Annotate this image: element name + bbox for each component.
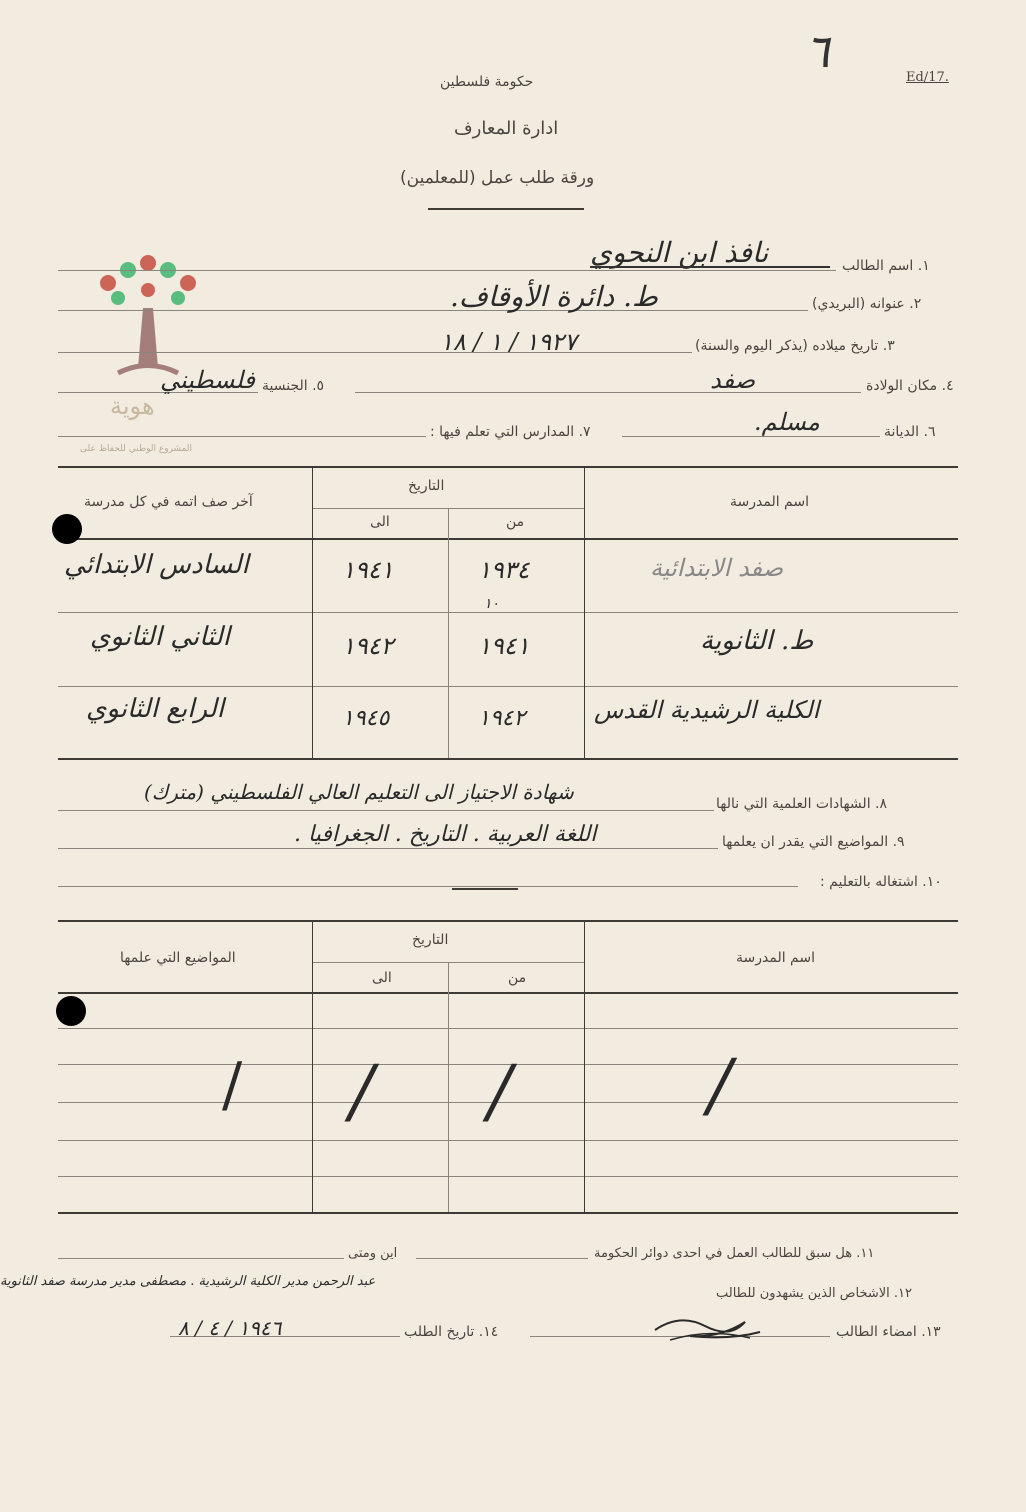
field-5-value: فلسطيني bbox=[160, 366, 256, 394]
field-1-label: ١. اسم الطالب bbox=[842, 258, 930, 274]
government-heading: حكومة فلسطين bbox=[440, 74, 534, 90]
field-12-value: عبد الرحمن مدير الكلية الرشيدية . مصطفى مدير مدرسة صفد الثانوية bbox=[0, 1274, 376, 1289]
teaching-table-col-divider bbox=[312, 920, 313, 1212]
field-3-label: ٣. تاريخ ميلاده (يذكر اليوم والسنة) bbox=[695, 338, 895, 354]
schools-row-1-from: ١٩٣٤ bbox=[478, 556, 530, 584]
section-separator bbox=[452, 888, 518, 890]
schools-between-note: ١٠ bbox=[484, 596, 500, 612]
field-5-label: ٥. الجنسية bbox=[262, 378, 325, 394]
schools-row-3-class: الرابع الثانوي bbox=[86, 694, 224, 724]
title-underline bbox=[428, 208, 584, 210]
teaching-col-school: اسم المدرسة bbox=[736, 950, 815, 966]
teaching-subjects-dash: / bbox=[222, 1050, 243, 1120]
schools-row-2-school: ط. الثانوية bbox=[700, 626, 814, 656]
teaching-table-top-border bbox=[58, 920, 958, 922]
schools-col-date: التاريخ bbox=[408, 478, 445, 494]
field-6-line bbox=[622, 436, 880, 437]
field-8-label: ٨. الشهادات العلمية التي نالها bbox=[716, 796, 888, 812]
teaching-col-date: التاريخ bbox=[412, 932, 449, 948]
teaching-table-header-bottom bbox=[58, 992, 958, 994]
field-14-label: ١٤. تاريخ الطلب bbox=[404, 1324, 499, 1340]
field-10-line bbox=[58, 886, 798, 887]
department-heading: ادارة المعارف bbox=[454, 118, 559, 139]
field-6-value: مسلم. bbox=[754, 408, 820, 436]
schools-row-2-class: الثاني الثانوي bbox=[90, 622, 231, 652]
schools-table-row-line bbox=[58, 686, 958, 687]
field-4-line bbox=[355, 392, 861, 393]
field-7-line bbox=[58, 436, 426, 437]
punch-hole bbox=[56, 996, 86, 1026]
schools-row-1-school: صفد الابتدائية bbox=[650, 554, 784, 582]
schools-table-col-divider bbox=[448, 508, 449, 758]
field-11-where-label: اين ومتى bbox=[348, 1246, 398, 1261]
schools-row-2-from: ١٩٤١ bbox=[478, 632, 530, 660]
teaching-from-dash: / bbox=[488, 1050, 512, 1132]
teaching-col-subjects: المواضيع التي علمها bbox=[120, 950, 236, 966]
field-2-line bbox=[58, 310, 808, 311]
schools-row-3-school: الكلية الرشيدية القدس bbox=[594, 696, 820, 724]
schools-table-row-line bbox=[58, 612, 958, 613]
field-12-label: ١٢. الاشخاص الذين يشهدون للطالب bbox=[716, 1286, 913, 1301]
schools-table-bottom-border bbox=[58, 758, 958, 760]
schools-col-to: الى bbox=[370, 514, 390, 530]
schools-row-1-class: السادس الابتدائي bbox=[64, 550, 249, 580]
teaching-table-row-line bbox=[58, 1028, 958, 1029]
form-code: Ed/17. bbox=[906, 70, 949, 85]
field-9-value: اللغة العربية . التاريخ . الجغرافيا . bbox=[294, 822, 597, 847]
field-10-label: ١٠. اشتغاله بالتعليم : bbox=[820, 874, 942, 890]
teaching-school-dash: / bbox=[708, 1044, 732, 1126]
field-13-label: ١٣. امضاء الطالب bbox=[836, 1324, 941, 1340]
field-11-line bbox=[416, 1258, 588, 1259]
schools-col-from: من bbox=[506, 514, 525, 530]
teaching-table-row-line bbox=[58, 1176, 958, 1177]
schools-table-col-divider bbox=[584, 466, 585, 758]
field-6-label: ٦. الديانة bbox=[884, 424, 936, 440]
field-9-label: ٩. المواضيع التي يقدر ان يعلمها bbox=[722, 834, 905, 850]
field-11-where-line bbox=[58, 1258, 344, 1259]
teaching-table-col-divider bbox=[448, 962, 449, 1212]
schools-table-header-bottom bbox=[58, 538, 958, 540]
field-1-line bbox=[58, 270, 836, 271]
teaching-table-bottom-border bbox=[58, 1212, 958, 1214]
field-9-line bbox=[58, 848, 718, 849]
field-2-label: ٢. عنوانه (البريدي) bbox=[812, 296, 922, 312]
field-8-line bbox=[58, 810, 714, 811]
field-4-value: صفد bbox=[710, 366, 756, 394]
watermark-logo-text: هوية bbox=[110, 392, 155, 420]
field-2-value: ط. دائرة الأوقاف. bbox=[450, 280, 658, 313]
field-3-value: ١٩٢٧ / ١ / ١٨ bbox=[440, 328, 577, 356]
field-1-value: نافذ ابن النحوي bbox=[590, 236, 769, 269]
schools-table-top-border bbox=[58, 466, 958, 468]
teaching-col-to: الى bbox=[372, 970, 392, 986]
teaching-col-from: من bbox=[508, 970, 527, 986]
field-4-label: ٤. مكان الولادة bbox=[866, 378, 954, 394]
field-7-label: ٧. المدارس التي تعلم فيها : bbox=[430, 424, 591, 440]
signature-mark bbox=[650, 1308, 770, 1348]
schools-col-school: اسم المدرسة bbox=[730, 494, 809, 510]
page-number: ٦ bbox=[805, 24, 830, 78]
field-3-line bbox=[58, 352, 692, 353]
schools-row-1-to: ١٩٤١ bbox=[342, 556, 394, 584]
schools-row-3-to: ١٩٤٥ bbox=[342, 706, 390, 731]
schools-table-col-divider bbox=[312, 466, 313, 758]
field-1-value-underline bbox=[590, 266, 830, 268]
punch-hole bbox=[52, 514, 82, 544]
field-8-value: شهادة الاجتياز الى التعليم العالي الفلسطيني (مترك) bbox=[144, 780, 574, 804]
field-14-value: ١٩٤٦ / ٤ / ٨ bbox=[178, 1316, 282, 1340]
schools-row-3-from: ١٩٤٢ bbox=[478, 706, 526, 731]
schools-row-2-to: ١٩٤٢ bbox=[342, 632, 394, 660]
teaching-table-col-divider bbox=[584, 920, 585, 1212]
form-title: ورقة طلب عمل (للمعلمين) bbox=[400, 168, 595, 188]
field-11-label: ١١. هل سبق للطالب العمل في احدى دوائر الحكومة bbox=[594, 1246, 875, 1261]
watermark-caption: المشروع الوطني للحفاظ على bbox=[80, 444, 193, 454]
teaching-to-dash: / bbox=[350, 1050, 374, 1132]
teaching-table-row-line bbox=[58, 1140, 958, 1141]
schools-col-last-class: آخر صف اتمه في كل مدرسة bbox=[84, 494, 253, 510]
